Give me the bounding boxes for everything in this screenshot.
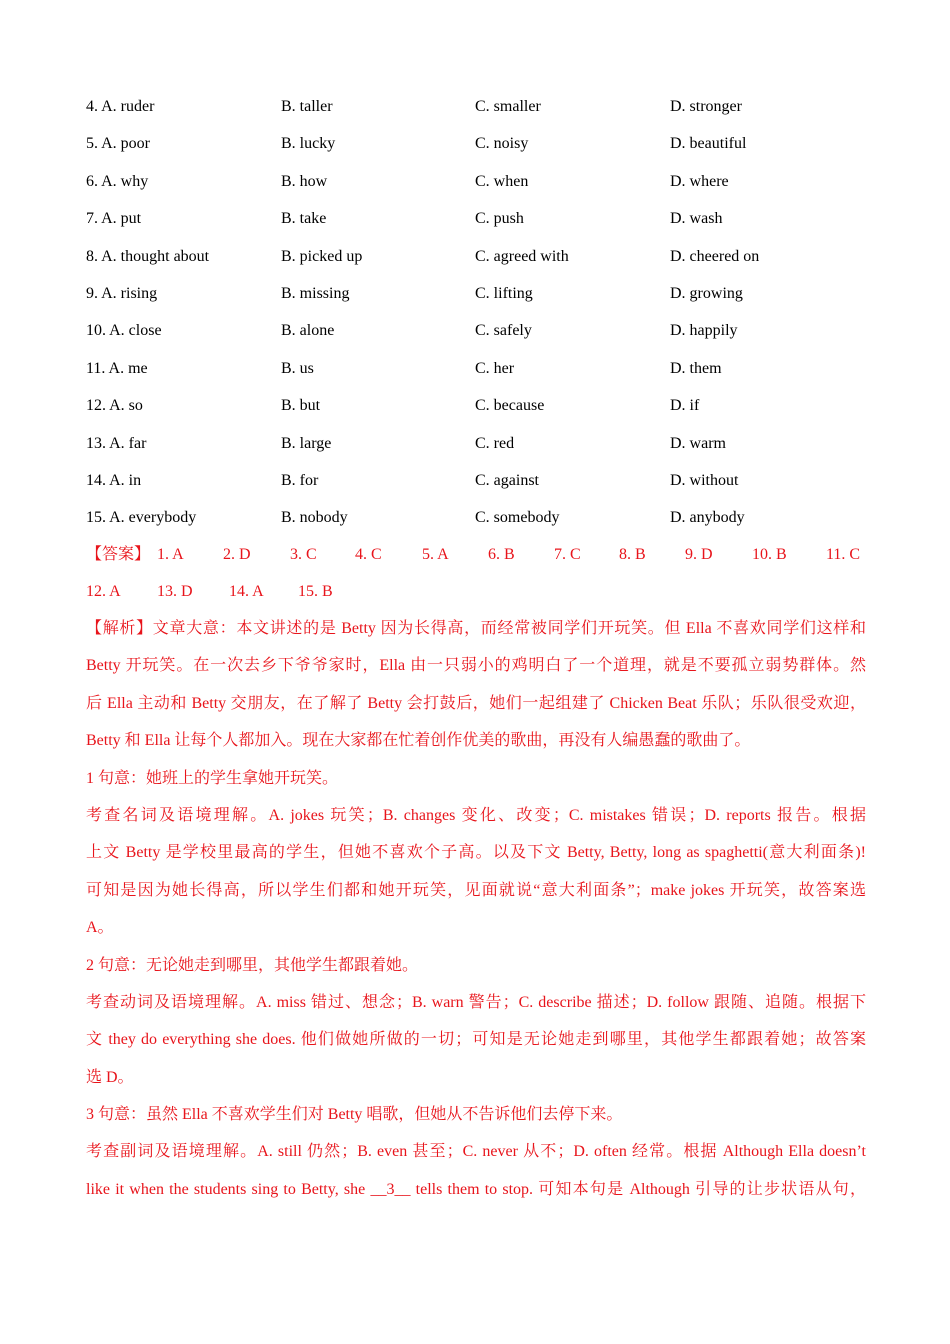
option-a: 12. A. so [86, 397, 143, 415]
option-d: D. warm [670, 434, 726, 452]
option-b: B. picked up [281, 247, 363, 265]
answer-item: 4. C [355, 546, 382, 563]
analysis-line: 考查名词及语境理解。A. jokes 玩笑；B. changes 变化、改变；C. mistakes 错误；D. reports 报告。根据 [86, 806, 866, 824]
analysis-line: 可知是因为她长得高，所以学生们都和她开玩笑，见面就说“意大利面条”；make jokes 开玩笑，故答案选 [86, 881, 866, 899]
analysis-line: 考查动词及语境理解。A. miss 错过、想念；B. warn 警告；C. describe 描述；D. follow 跟随、追随。根据下 [86, 993, 866, 1011]
option-row [86, 245, 886, 282]
answer-item: 10. B [752, 546, 787, 563]
analysis-line: 2 句意：无论她走到哪里，其他学生都跟着她。 [86, 956, 419, 974]
option-row [86, 357, 886, 394]
answer-item: 11. C [826, 546, 861, 563]
answer-item: 5. A [422, 546, 449, 563]
option-b: B. large [281, 434, 332, 452]
answer-item: 6. B [488, 546, 515, 563]
option-row [86, 207, 886, 244]
analysis-line: 【解析】文章大意：本文讲述的是 Betty 因为长得高，而经常被同学们开玩笑。但 Ella 不喜欢同学们这样和 [86, 620, 866, 637]
option-a: 4. A. ruder [86, 98, 155, 115]
option-a: 13. A. far [86, 434, 147, 452]
analysis-line: A。 [86, 919, 114, 937]
option-a: 8. A. thought about [86, 247, 210, 265]
option-b: B. for [281, 471, 319, 489]
option-c: C. against [475, 471, 539, 489]
answer-item: 2. D [223, 546, 251, 563]
option-d: D. cheered on [670, 247, 760, 265]
option-a: 15. A. everybody [86, 509, 197, 527]
answer-item: 1. A [157, 546, 184, 563]
analysis-line: 文 they do everything she does. 他们做她所做的一切；可知是无论她走到哪里，其他学生都跟着她；故答案 [86, 1031, 866, 1049]
option-b: B. missing [281, 284, 350, 302]
answer-line [86, 580, 876, 617]
option-c: C. safely [475, 322, 532, 340]
option-row [86, 282, 886, 319]
answer-item: 15. B [298, 583, 333, 601]
analysis-line: like it when the students sing to Betty, she __3__ tells them to stop. 可知本句是 Although 引导的让步状语从句， [86, 1180, 866, 1198]
answer-item: 14. A [229, 583, 264, 601]
option-b: B. taller [281, 98, 333, 115]
option-b: B. us [281, 359, 314, 377]
option-c: C. because [475, 397, 545, 415]
analysis-line: Betty 开玩笑。在一次去乡下爷爷家时，Ella 由一只弱小的鸡明白了一个道理，就是不要孤立弱势群体。然 [86, 657, 866, 675]
option-c: C. when [475, 172, 529, 190]
answer-item: 13. D [157, 583, 193, 601]
option-d: D. if [670, 397, 700, 415]
analysis-line: 3 句意：虽然 Ella 不喜欢学生们对 Betty 唱歌，但她从不告诉他们去停下来。 [86, 1106, 623, 1124]
analysis-line: 1 句意：她班上的学生拿她开玩笑。 [86, 769, 339, 787]
answer-label: 【答案】 [86, 546, 151, 563]
option-d: D. without [670, 471, 739, 489]
option-row [86, 132, 886, 169]
analysis-section [86, 617, 866, 1215]
option-d: D. growing [670, 284, 743, 302]
option-c: C. smaller [475, 98, 541, 115]
answer-line [86, 543, 876, 580]
option-row [86, 95, 886, 132]
option-b: B. how [281, 172, 328, 190]
option-c: C. lifting [475, 284, 533, 302]
option-d: D. where [670, 172, 729, 190]
answer-key [86, 543, 876, 618]
option-a: 14. A. in [86, 471, 142, 489]
option-row [86, 394, 886, 431]
options-table [86, 95, 886, 544]
option-a: 6. A. why [86, 172, 149, 190]
option-b: B. take [281, 210, 327, 228]
option-row [86, 170, 886, 207]
answer-item: 7. C [554, 546, 581, 563]
option-c: C. her [475, 359, 515, 377]
option-c: C. noisy [475, 135, 529, 153]
option-c: C. somebody [475, 509, 560, 527]
analysis-line: 考查副词及语境理解。A. still 仍然；B. even 甚至；C. never 从不；D. often 经常。根据 Although Ella doesn’t [86, 1143, 866, 1161]
answer-item: 8. B [619, 546, 646, 563]
option-a: 9. A. rising [86, 284, 158, 302]
option-d: D. stronger [670, 98, 742, 115]
option-c: C. red [475, 434, 515, 452]
option-a: 5. A. poor [86, 135, 150, 153]
option-c: C. push [475, 210, 524, 228]
option-b: B. lucky [281, 135, 336, 153]
option-d: D. wash [670, 210, 723, 228]
answer-item: 3. C [290, 546, 317, 563]
option-b: B. but [281, 397, 321, 415]
option-row [86, 432, 886, 469]
option-d: D. anybody [670, 509, 745, 527]
option-b: B. nobody [281, 509, 348, 527]
analysis-line: Betty 和 Ella 让每个人都加入。现在大家都在忙着创作优美的歌曲，再没有人编愚蠢的歌曲了。 [86, 732, 751, 750]
option-d: D. happily [670, 322, 738, 340]
analysis-line: 上文 Betty 是学校里最高的学生，但她不喜欢个子高。以及下文 Betty, Betty, long as spaghetti(意大利面条)! [86, 844, 866, 862]
analysis-line: 选 D。 [86, 1068, 134, 1086]
option-row [86, 469, 886, 506]
option-c: C. agreed with [475, 247, 569, 265]
option-d: D. them [670, 359, 722, 377]
analysis-line: 后 Ella 主动和 Betty 交朋友，在了解了 Betty 会打鼓后，她们一起组建了 Chicken Beat 乐队；乐队很受欢迎， [86, 694, 866, 712]
option-row [86, 506, 886, 543]
option-d: D. beautiful [670, 135, 747, 153]
answer-item: 9. D [685, 546, 713, 563]
option-row [86, 319, 886, 356]
option-a: 10. A. close [86, 322, 162, 340]
option-a: 7. A. put [86, 210, 142, 228]
option-b: B. alone [281, 322, 335, 340]
option-a: 11. A. me [86, 359, 148, 377]
answer-item: 12. A [86, 583, 121, 601]
